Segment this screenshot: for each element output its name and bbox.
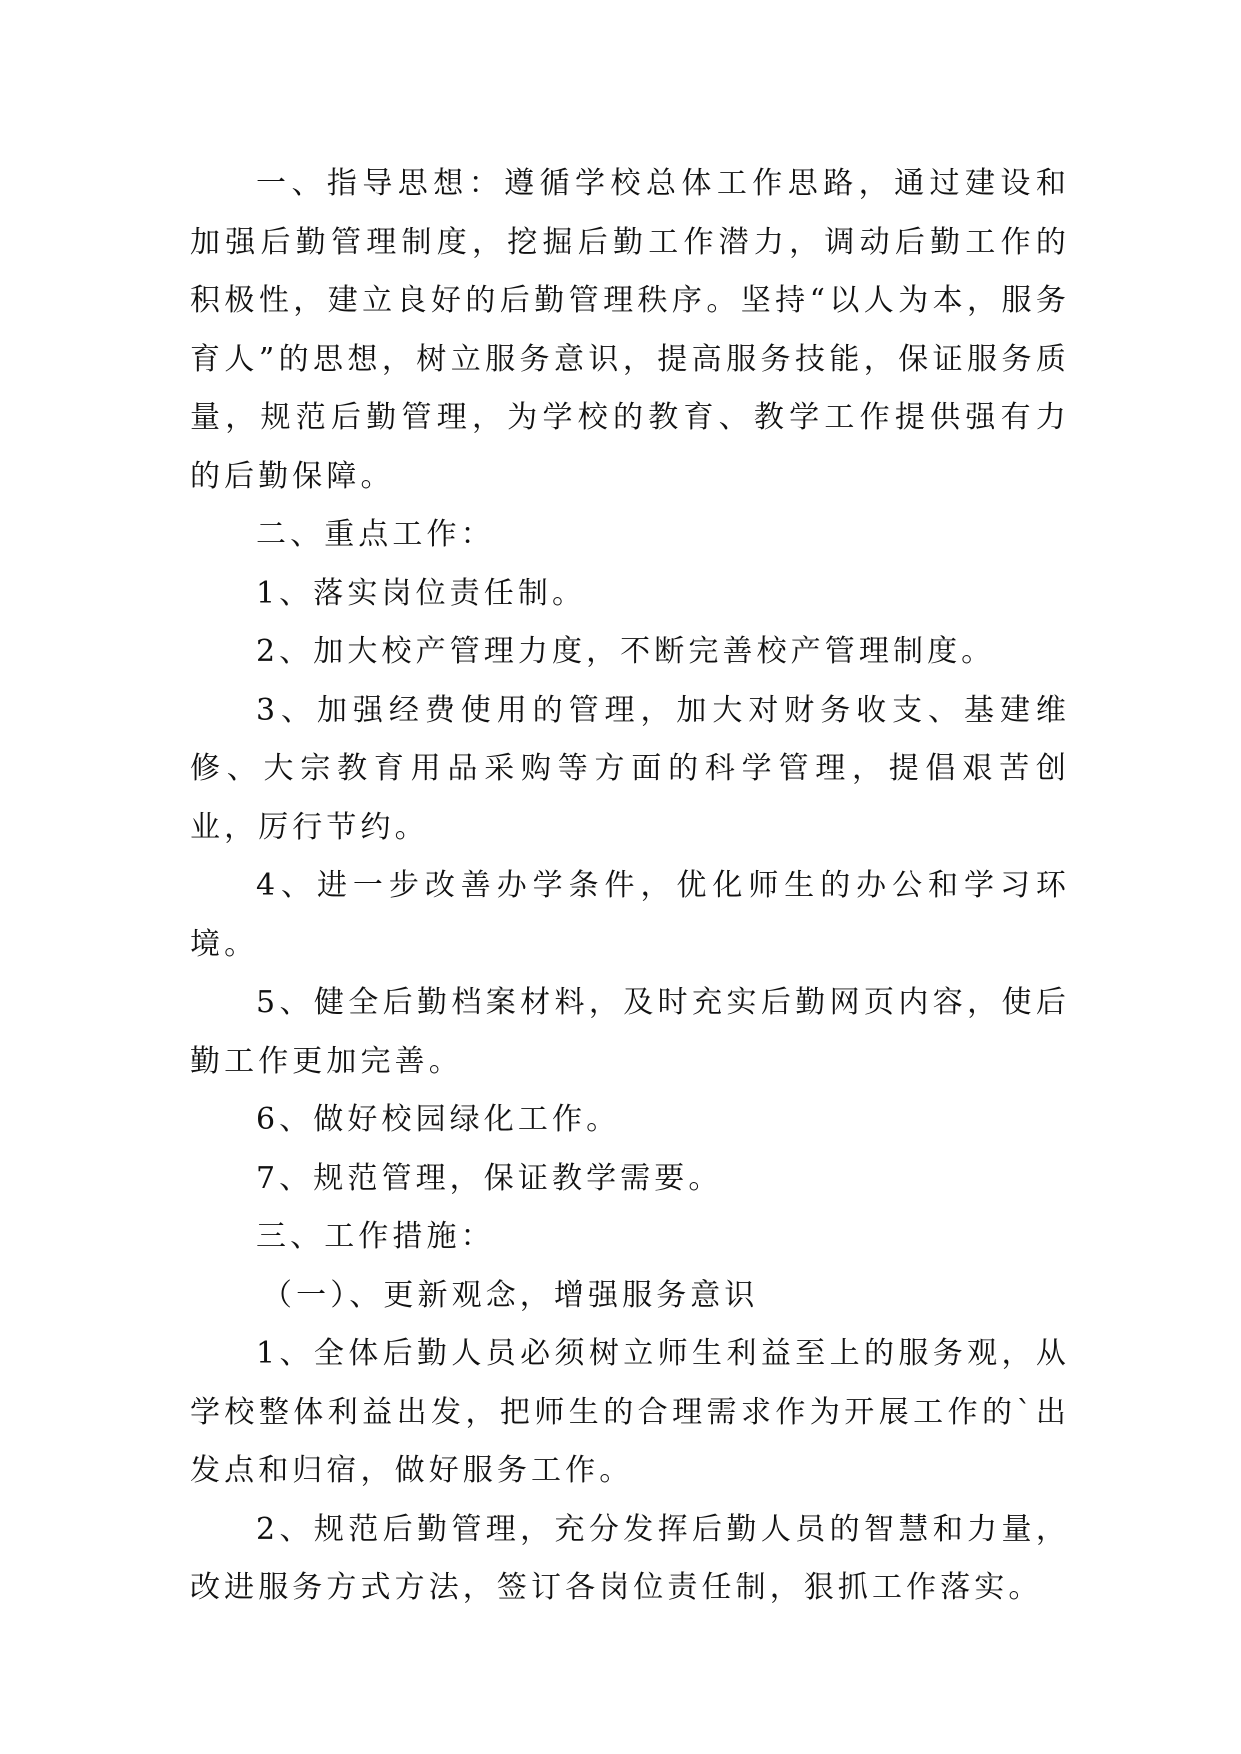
key-work-item-6: 6、做好校园绿化工作。 [256, 1102, 621, 1137]
heading-work-measures: 三、工作措施： [256, 1219, 495, 1254]
key-work-item-1: 1、落实岗位责任制。 [256, 575, 587, 611]
measure-item-2: 2、规范后勤管理，充分发挥后勤人员的智慧和力量，改进服务方式方法，签订各岗位责任制，狠抓工作落实。 [190, 1511, 1070, 1605]
subheading-update-concepts: （一）、更新观念，增强服务意识 [262, 1277, 759, 1313]
key-work-item-2: 2、加大校产管理力度，不断完善校产管理制度。 [256, 634, 996, 669]
document-body [190, 155, 1070, 1618]
key-work-item-3: 3、加强经费使用的管理，加大对财务收支、基建维修、大宗教育用品采购等方面的科学管理，提倡艰苦创业，厉行节约。 [190, 692, 1070, 845]
key-work-item-5: 5、健全后勤档案材料，及时充实后勤网页内容，使后勤工作更加完善。 [190, 985, 1070, 1079]
heading-key-work: 二、重点工作： [256, 517, 495, 552]
paragraph-guiding-ideology: 一、指导思想：遵循学校总体工作思路，通过建设和加强后勤管理制度，挖掘后勤工作潜力，调动后勤工作的积极性，建立良好的后勤管理秩序。坚持“以人为本，服务育人”的思想，树立服务意识，提高服务技能，保证服务质量，规范后勤管理，为学校的教育、教学工作提供强有力的后勤保障。 [190, 166, 1070, 494]
key-work-item-7: 7、规范管理，保证教学需要。 [256, 1160, 723, 1196]
key-work-item-4: 4、进一步改善办学条件，优化师生的办公和学习环境。 [190, 868, 1070, 962]
measure-item-1: 1、全体后勤人员必须树立师生利益至上的服务观，从学校整体利益出发，把师生的合理需求作为开展工作的`出发点和归宿，做好服务工作。 [190, 1336, 1070, 1488]
